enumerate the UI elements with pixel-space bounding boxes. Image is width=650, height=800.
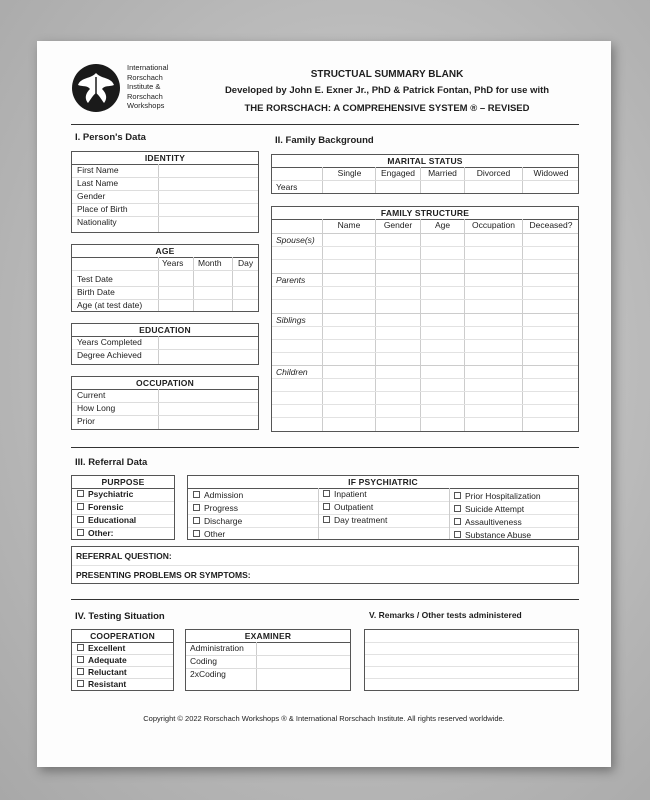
logo-text: International Rorschach Institute & Rorschach Workshops [127, 63, 169, 110]
form-subtitle: Developed by John E. Exner Jr., PhD & Patrick Fontan, PhD for use with [224, 85, 550, 96]
psych-option[interactable]: Inpatient [323, 489, 367, 499]
purpose-option[interactable]: Educational [72, 514, 174, 528]
section-rule-2 [71, 599, 579, 600]
age-row[interactable]: Test Date [72, 273, 258, 287]
examiner-row[interactable]: Administration [186, 642, 350, 656]
referral-question-label[interactable]: REFERRAL QUESTION: [76, 551, 172, 561]
identity-row[interactable]: Nationality [77, 217, 117, 227]
form-title: STRUCTUAL SUMMARY BLANK [310, 69, 464, 80]
cooperation-header: COOPERATION [72, 630, 173, 643]
section-testing-situation: IV. Testing Situation [75, 611, 165, 622]
family-header: FAMILY STRUCTURE [272, 207, 578, 220]
family-group-siblings: Siblings [276, 315, 306, 325]
cooperation-option[interactable]: Excellent [72, 642, 173, 655]
logo-emblem [71, 63, 121, 113]
occupation-table [71, 376, 259, 430]
occupation-row[interactable]: Prior [77, 416, 95, 426]
marital-status-table: MARITAL STATUS Single Engaged Married Divorced Widowed Years [271, 154, 579, 194]
examiner-row[interactable]: Coding [186, 655, 350, 669]
identity-row[interactable]: Place of Birth [72, 203, 258, 217]
psych-option[interactable]: Discharge [193, 516, 242, 526]
psych-option[interactable]: Substance Abuse [454, 530, 531, 540]
purpose-header: PURPOSE [72, 476, 174, 489]
psych-header: IF PSYCHIATRIC [188, 476, 578, 489]
marital-years-row[interactable]: Years [272, 180, 578, 194]
header-rule [71, 124, 579, 125]
psych-option[interactable]: Admission [193, 490, 243, 500]
psych-option[interactable]: Outpatient [323, 502, 373, 512]
education-row[interactable]: Years Completed [72, 336, 258, 350]
family-group-spouse: Spouse(s) [276, 235, 315, 245]
psych-option[interactable]: Suicide Attempt [454, 504, 524, 514]
cooperation-option[interactable]: Resistant [72, 678, 173, 690]
copyright-footer: Copyright © 2022 Rorschach Workshops ® & International Rorschach Institute. All rights reserved worldwide. [143, 714, 505, 723]
cooperation-table [71, 629, 174, 691]
identity-row[interactable]: First Name [72, 164, 258, 178]
if-psychiatric-table [187, 475, 579, 540]
family-group-children: Children [276, 367, 308, 377]
family-structure-table: FAMILY STRUCTURE Name Gender Age Occupation Deceased? Spouse(s) Parents Siblings Children [271, 206, 579, 432]
occupation-row[interactable]: Current [72, 389, 258, 403]
education-table [71, 323, 259, 365]
occupation-header: OCCUPATION [72, 377, 258, 390]
occupation-row[interactable]: How Long [72, 402, 258, 416]
cooperation-option[interactable]: Reluctant [72, 666, 173, 679]
section-rule-1 [71, 447, 579, 448]
identity-row[interactable]: Last Name [72, 177, 258, 191]
education-row[interactable]: Degree Achieved [77, 350, 142, 360]
psych-option[interactable]: Progress [193, 503, 238, 513]
section-persons-data: I. Person's Data [75, 132, 146, 143]
examiner-header: EXAMINER [186, 630, 350, 643]
section-remarks: V. Remarks / Other tests administered [369, 610, 522, 620]
remarks-box[interactable] [364, 629, 579, 691]
psych-option[interactable]: Assaultiveness [454, 517, 522, 527]
identity-row[interactable]: Gender [72, 190, 258, 204]
section-referral-data: III. Referral Data [75, 457, 148, 468]
identity-header: IDENTITY [72, 152, 258, 165]
psych-option[interactable]: Other [193, 529, 225, 539]
age-col-headers: Years Month Day [72, 257, 258, 271]
education-header: EDUCATION [72, 324, 258, 337]
age-header: AGE [72, 245, 258, 258]
age-table [71, 244, 259, 312]
form-page [37, 41, 611, 767]
family-group-parents: Parents [276, 275, 306, 285]
cooperation-option[interactable]: Adequate [72, 654, 173, 667]
psych-option[interactable]: Prior Hospitalization [454, 491, 541, 501]
identity-table [71, 151, 259, 233]
purpose-option[interactable]: Psychiatric [72, 488, 174, 502]
purpose-table [71, 475, 175, 540]
presenting-problems-label[interactable]: PRESENTING PROBLEMS OR SYMPTOMS: [76, 570, 251, 580]
psych-option[interactable]: Day treatment [323, 515, 387, 525]
section-family-background: II. Family Background [275, 135, 374, 146]
age-row[interactable]: Age (at test date) [77, 300, 143, 310]
purpose-option[interactable]: Forensic [72, 501, 174, 515]
marital-header: MARITAL STATUS [272, 155, 578, 168]
referral-question-box [71, 546, 579, 584]
purpose-option[interactable]: Other: [72, 527, 174, 540]
form-system-title: THE RORSCHACH: A COMPREHENSIVE SYSTEM ® – REVISED [244, 103, 530, 114]
examiner-row[interactable]: 2xCoding [190, 669, 226, 679]
examiner-table [185, 629, 351, 691]
age-row[interactable]: Birth Date [72, 286, 258, 300]
